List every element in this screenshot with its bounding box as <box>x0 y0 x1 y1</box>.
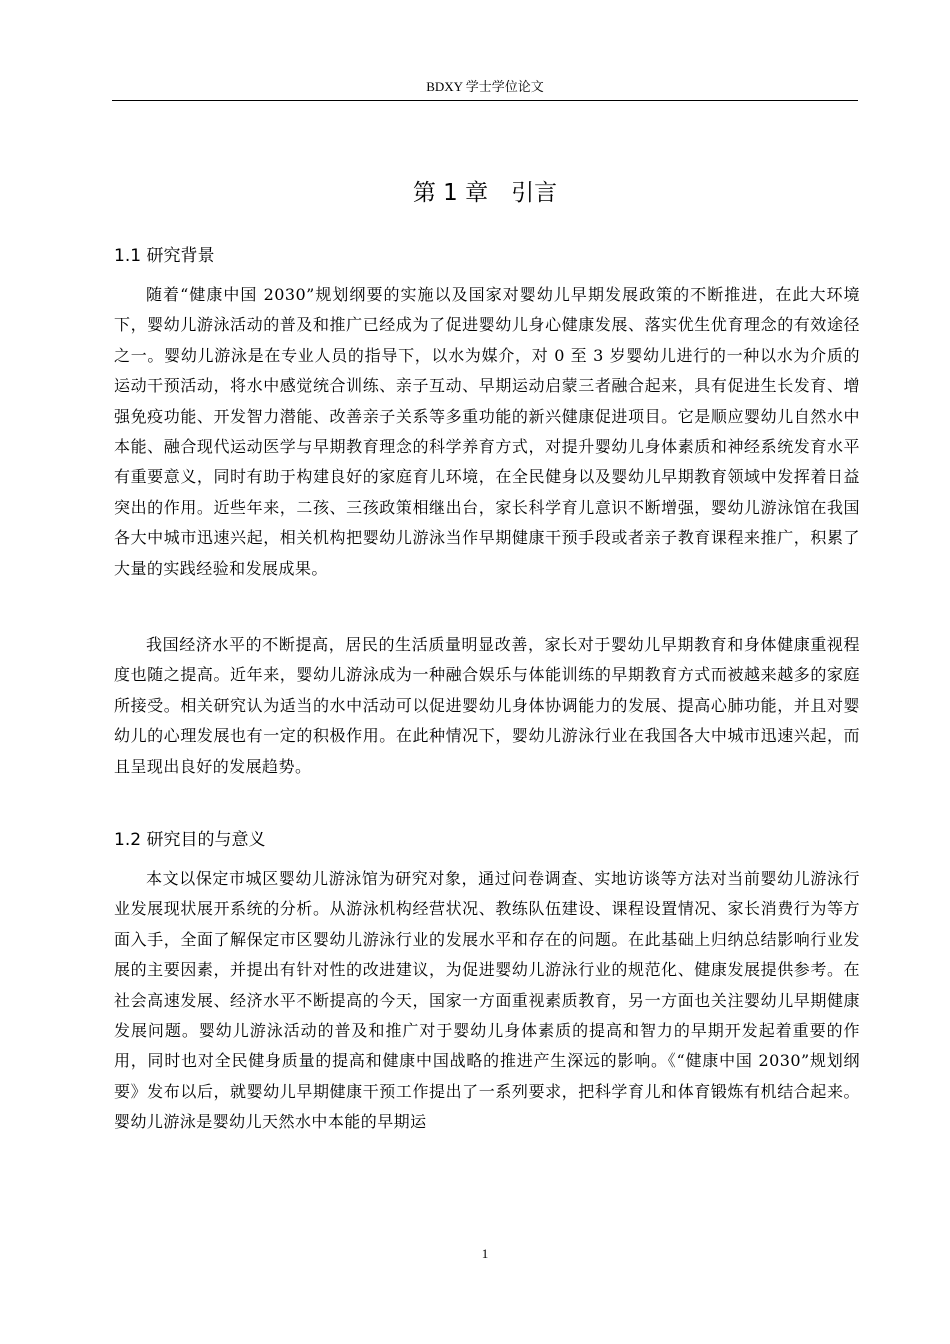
section-title-background: 1.1 研究背景 <box>114 246 215 266</box>
paragraph-background-2: 我国经济水平的不断提高，居民的生活质量明显改善，家长对于婴幼儿早期教育和身体健康重视程度也随之提高。近年来，婴幼儿游泳成为一种融合娱乐与体能训练的早期教育方式而被越来越多的家庭所接受。相关研究认为适当的水中活动可以促进婴幼儿身体协调能力的发展、提高心肺功能，并且对婴幼儿的心理发展也有一定的积极作用。在此种情况下，婴幼儿游泳行业在我国各大中城市迅速兴起，而且呈现出良好的发展趋势。 <box>114 635 860 776</box>
paragraph-purpose-1: 本文以保定市城区婴幼儿游泳馆为研究对象，通过问卷调查、实地访谈等方法对当前婴幼儿游泳行业发展现状展开系统的分析。从游泳机构经营状况、教练队伍建设、课程设置情况、家长消费行为等方面入手，全面了解保定市区婴幼儿游泳行业的发展水平和存在的问题。在此基础上归纳总结影响行业发展的主要因素，并提出有针对性的改进建议，为促进婴幼儿游泳行业的规范化、健康发展提供参考。在社会高速发展、经济水平不断提高的今天，国家一方面重视素质教育，另一方面也关注婴幼儿早期健康发展问题。婴幼儿游泳活动的普及和推广对于婴幼儿身体素质的提高和智力的早期开发起着重要的作用，同时也对全民健身质量的提高和健康中国战略的推进产生深远的影响。《“健康中国 2030”规划纲要》发布以后，就婴幼儿早期健康干预工作提出了一系列要求，把科学育儿和体育锻炼有机结合起来。婴幼儿游泳是婴幼儿天然水中本能的早期运 <box>114 869 860 1132</box>
chapter-title: 第 1 章 引言 <box>412 180 558 206</box>
page-number: 1 <box>481 1246 489 1261</box>
header-rule <box>112 100 858 101</box>
section-title-purpose: 1.2 研究目的与意义 <box>114 830 266 850</box>
paragraph-background-1: 随着“健康中国 2030”规划纲要的实施以及国家对婴幼儿早期发展政策的不断推进，在此大环境下，婴幼儿游泳活动的普及和推广已经成为了促进婴幼儿身心健康发展、落实优生优育理念的有效途径之一。婴幼儿游泳是在专业人员的指导下，以水为媒介，对 0 至 3 岁婴幼儿进行的一种以水为介质的运动干预活动，将水中感觉统合训练、亲子互动、早期运动启蒙三者融合起来，具有促进生长发育、增强免疫功能、开发智力潜能、改善亲子关系等多重功能的新兴健康促进项目。它是顺应婴幼儿自然水中本能、融合现代运动医学与早期教育理念的科学养育方式，对提升婴幼儿身体素质和神经系统发育水平有重要意义，同时有助于构建良好的家庭育儿环境，在全民健身以及婴幼儿早期教育领域中发挥着日益突出的作用。近些年来，二孩、三孩政策相继出台，家长科学育儿意识不断增强，婴幼儿游泳馆在我国各大中城市迅速兴起，相关机构把婴幼儿游泳当作早期健康干预手段或者亲子教育课程来推广，积累了大量的实践经验和发展成果。 <box>114 285 860 578</box>
running-header: BDXY 学士学位论文 <box>426 79 544 94</box>
